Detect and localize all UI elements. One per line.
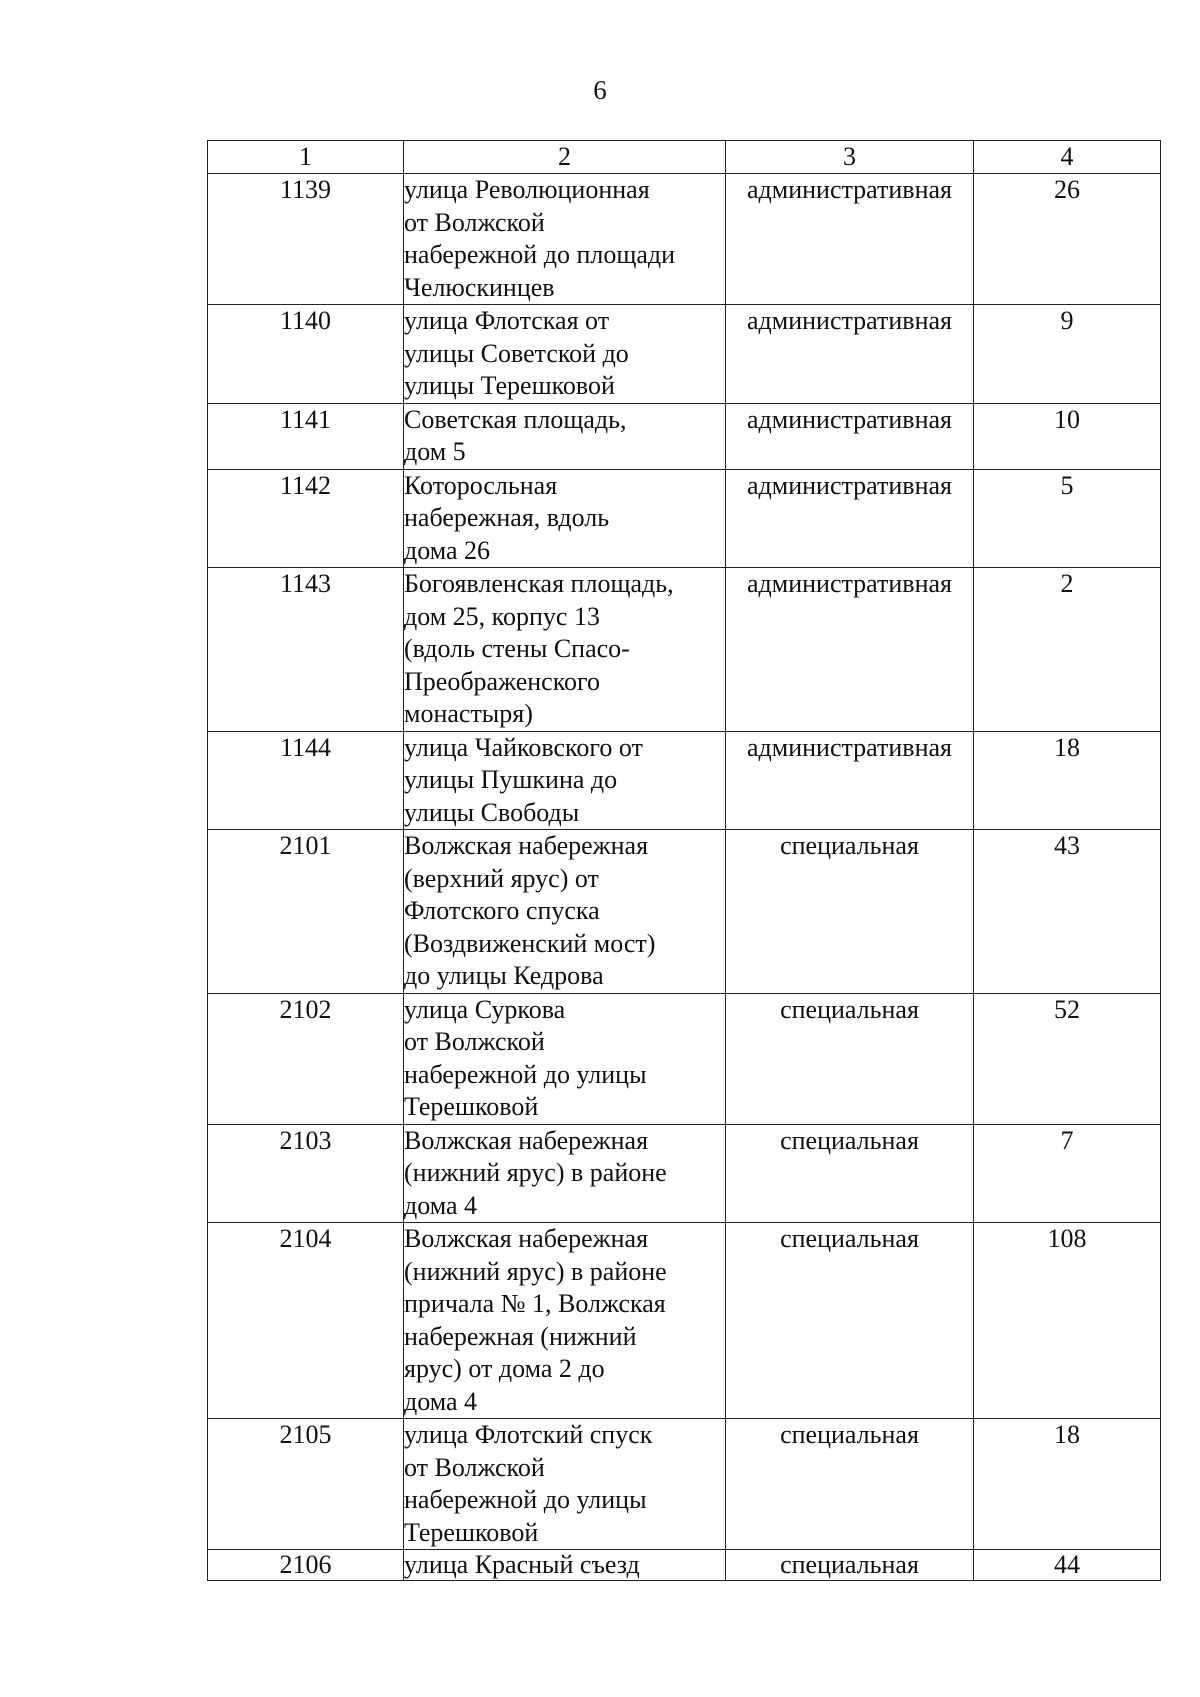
row-location: Волжская набережная (верхний ярус) от Флотского спуска (Воздвиженский мост) до улицы Кедрова [404, 830, 726, 994]
row-count: 26 [974, 174, 1161, 305]
table-row [208, 731, 1161, 830]
row-count: 52 [974, 993, 1161, 1124]
table-row [208, 993, 1161, 1124]
row-number: 1143 [208, 568, 404, 732]
row-location: Волжская набережная (нижний ярус) в районе причала № 1, Волжская набережная (нижний ярус) от дома 2 до дома 4 [404, 1223, 726, 1419]
row-count: 43 [974, 830, 1161, 994]
row-number: 2102 [208, 993, 404, 1124]
row-location: улица Флотский спуск от Волжской набережной до улицы Терешковой [404, 1419, 726, 1550]
row-number: 2104 [208, 1223, 404, 1419]
row-number: 1142 [208, 469, 404, 568]
row-type: административная [726, 469, 974, 568]
row-count: 18 [974, 1419, 1161, 1550]
row-type: специальная [726, 1124, 974, 1223]
row-type: административная [726, 174, 974, 305]
row-count: 10 [974, 403, 1161, 469]
table-row [208, 1223, 1161, 1419]
row-location: улица Чайковского от улицы Пушкина до улицы Свободы [404, 731, 726, 830]
row-location: Которосльная набережная, вдоль дома 26 [404, 469, 726, 568]
table-row [208, 403, 1161, 469]
row-count: 9 [974, 305, 1161, 404]
row-type: специальная [726, 1419, 974, 1550]
table-row [208, 305, 1161, 404]
row-number: 2103 [208, 1124, 404, 1223]
row-number: 1139 [208, 174, 404, 305]
row-location: Богоявленская площадь, дом 25, корпус 13 (вдоль стены Спасо- Преображенского монастыря) [404, 568, 726, 732]
table-header-row [208, 141, 1161, 174]
row-number: 1141 [208, 403, 404, 469]
row-type: административная [726, 568, 974, 732]
header-cell-3: 3 [726, 141, 974, 174]
row-type: специальная [726, 1550, 974, 1581]
page-number: 6 [593, 75, 607, 105]
row-location: улица Суркова от Волжской набережной до улицы Терешковой [404, 993, 726, 1124]
table-row [208, 1124, 1161, 1223]
header-cell-2: 2 [404, 141, 726, 174]
row-count: 44 [974, 1550, 1161, 1581]
row-count: 2 [974, 568, 1161, 732]
row-type: административная [726, 305, 974, 404]
table-row [208, 830, 1161, 994]
row-number: 2105 [208, 1419, 404, 1550]
parking-zones-table [207, 140, 1161, 1581]
header-cell-4: 4 [974, 141, 1161, 174]
row-count: 5 [974, 469, 1161, 568]
row-type: административная [726, 731, 974, 830]
row-count: 108 [974, 1223, 1161, 1419]
row-number: 2101 [208, 830, 404, 994]
header-cell-1: 1 [208, 141, 404, 174]
row-location: улица Революционная от Волжской набережной до площади Челюскинцев [404, 174, 726, 305]
table-row [208, 1419, 1161, 1550]
table-row [208, 1550, 1161, 1581]
row-type: специальная [726, 993, 974, 1124]
row-type: административная [726, 403, 974, 469]
table-row [208, 469, 1161, 568]
row-location: Волжская набережная (нижний ярус) в районе дома 4 [404, 1124, 726, 1223]
table-row [208, 174, 1161, 305]
row-number: 1144 [208, 731, 404, 830]
row-location: улица Красный съезд [404, 1550, 726, 1581]
row-type: специальная [726, 830, 974, 994]
row-type: специальная [726, 1223, 974, 1419]
row-location: улица Флотская от улицы Советской до улицы Терешковой [404, 305, 726, 404]
row-number: 1140 [208, 305, 404, 404]
row-count: 18 [974, 731, 1161, 830]
row-count: 7 [974, 1124, 1161, 1223]
row-location: Советская площадь, дом 5 [404, 403, 726, 469]
row-number: 2106 [208, 1550, 404, 1581]
table-row [208, 568, 1161, 732]
